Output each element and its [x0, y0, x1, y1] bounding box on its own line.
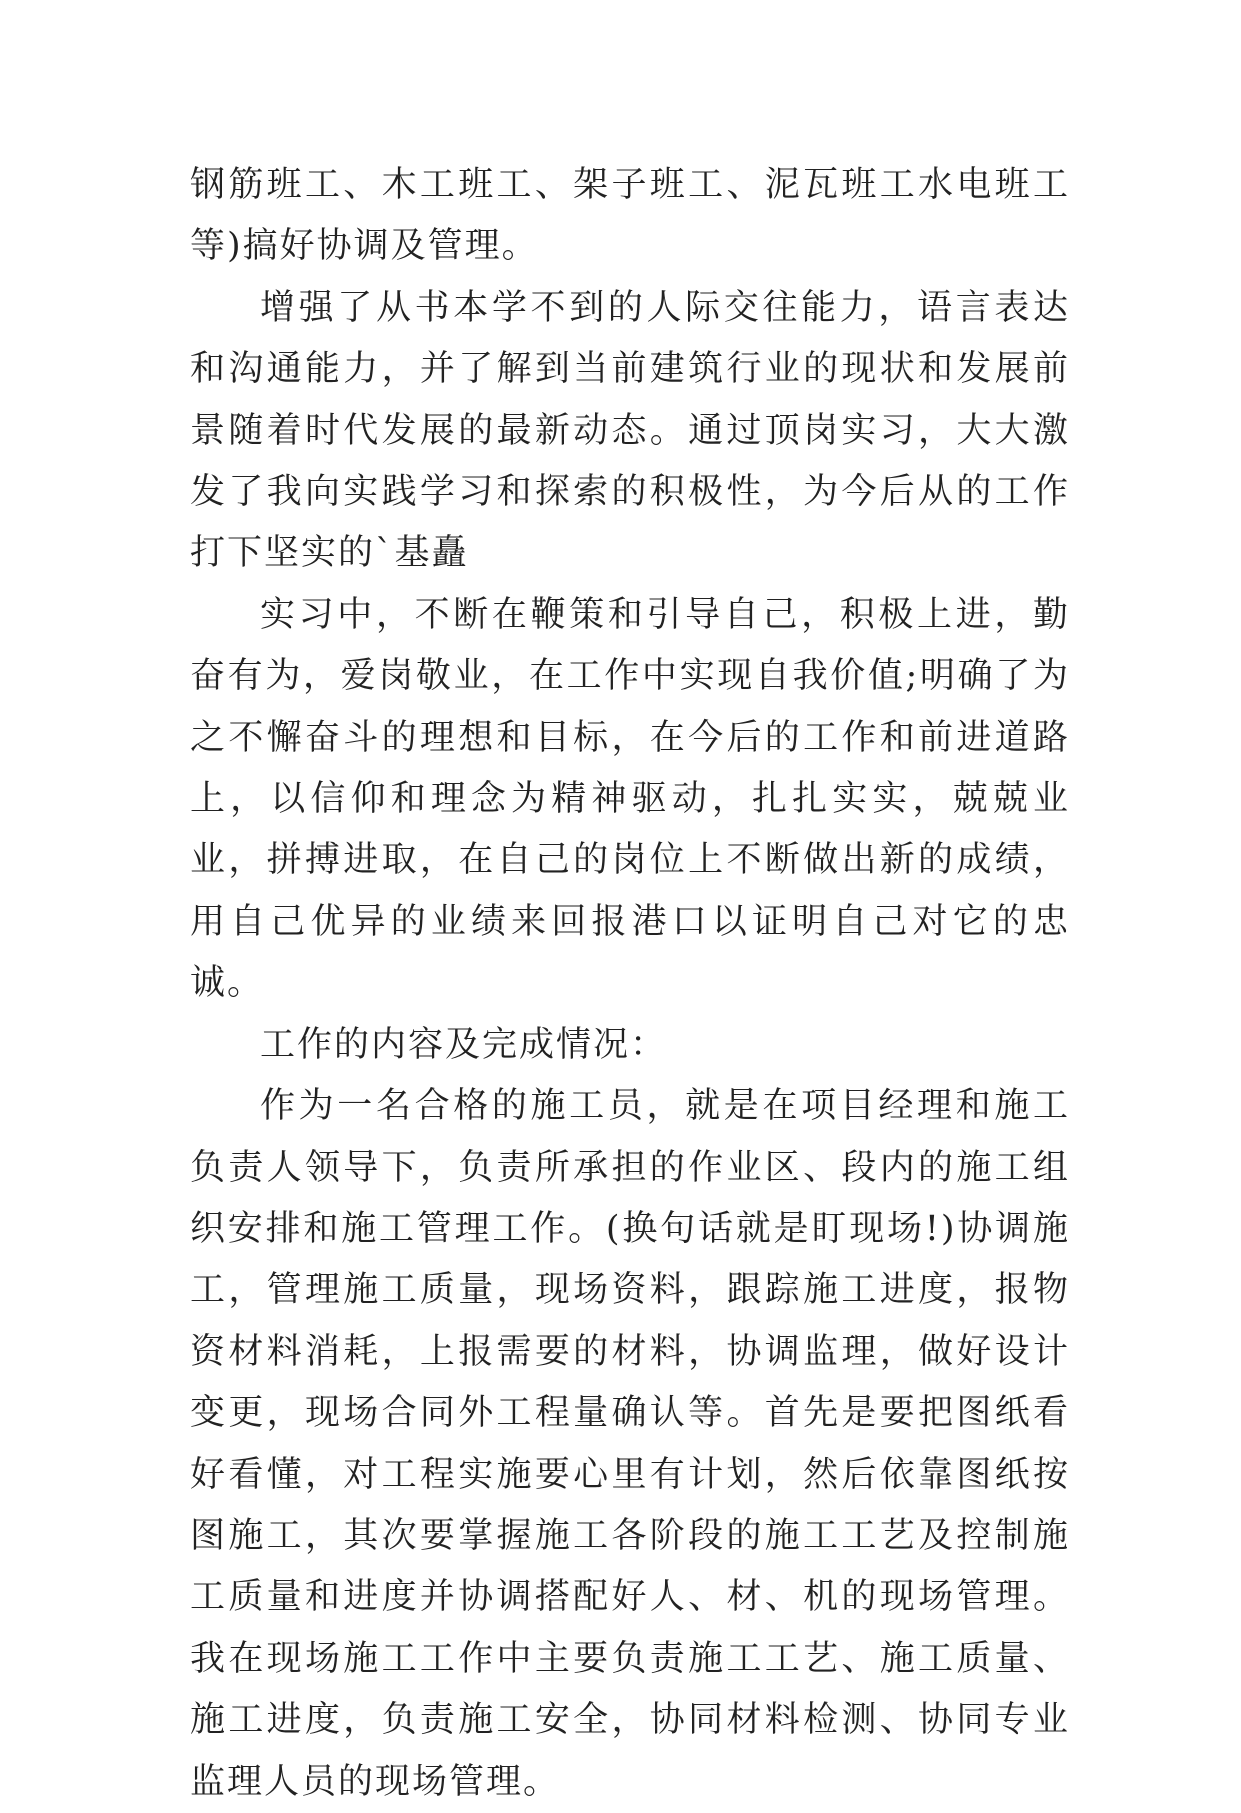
document-body: [190, 155, 1070, 1813]
paragraph-continuation: 钢筋班工、木工班工、架子班工、泥瓦班工水电班工等)搞好协调及管理。: [190, 165, 1070, 267]
paragraph-internship-reflection: 实习中，不断在鞭策和引导自己，积极上进，勤奋有为，爱岗敬业，在工作中实现自我价值;明确了为之不懈奋斗的理想和目标，在今后的工作和前进道路上，以信仰和理念为精神驱动，扎扎实实，兢兢业业，拼搏进取，在自己的岗位上不断做出新的成绩，用自己优异的业绩来回报港口以证明自己对它的忠诚。: [190, 594, 1070, 1004]
paragraph-construction-duties: 作为一名合格的施工员，就是在项目经理和施工负责人领导下，负责所承担的作业区、段内的施工组织安排和施工管理工作。(换句话就是盯现场!)协调施工，管理施工质量，现场资料，跟踪施工进度，报物资材料消耗，上报需要的材料，协调监理，做好设计变更，现场合同外工程量确认等。首先是要把图纸看好看懂，对工程实施要心里有计划，然后依靠图纸按图施工，其次要掌握施工各阶段的施工工艺及控制施工质量和进度并协调搭配好人、材、机的现场管理。我在现场施工工作中主要负责施工工艺、施工质量、施工进度，负责施工安全，协同材料检测、协同专业监理人员的现场管理。: [190, 1086, 1070, 1802]
paragraph-communication-skills: 增强了从书本学不到的人际交往能力，语言表达和沟通能力，并了解到当前建筑行业的现状和发展前景随着时代发展的最新动态。通过顶岗实习，大大激发了我向实践学习和探索的积极性，为今后从的工作打下坚实的`基矗: [190, 287, 1070, 574]
section-heading-work-content: 工作的内容及完成情况：: [260, 1024, 668, 1065]
